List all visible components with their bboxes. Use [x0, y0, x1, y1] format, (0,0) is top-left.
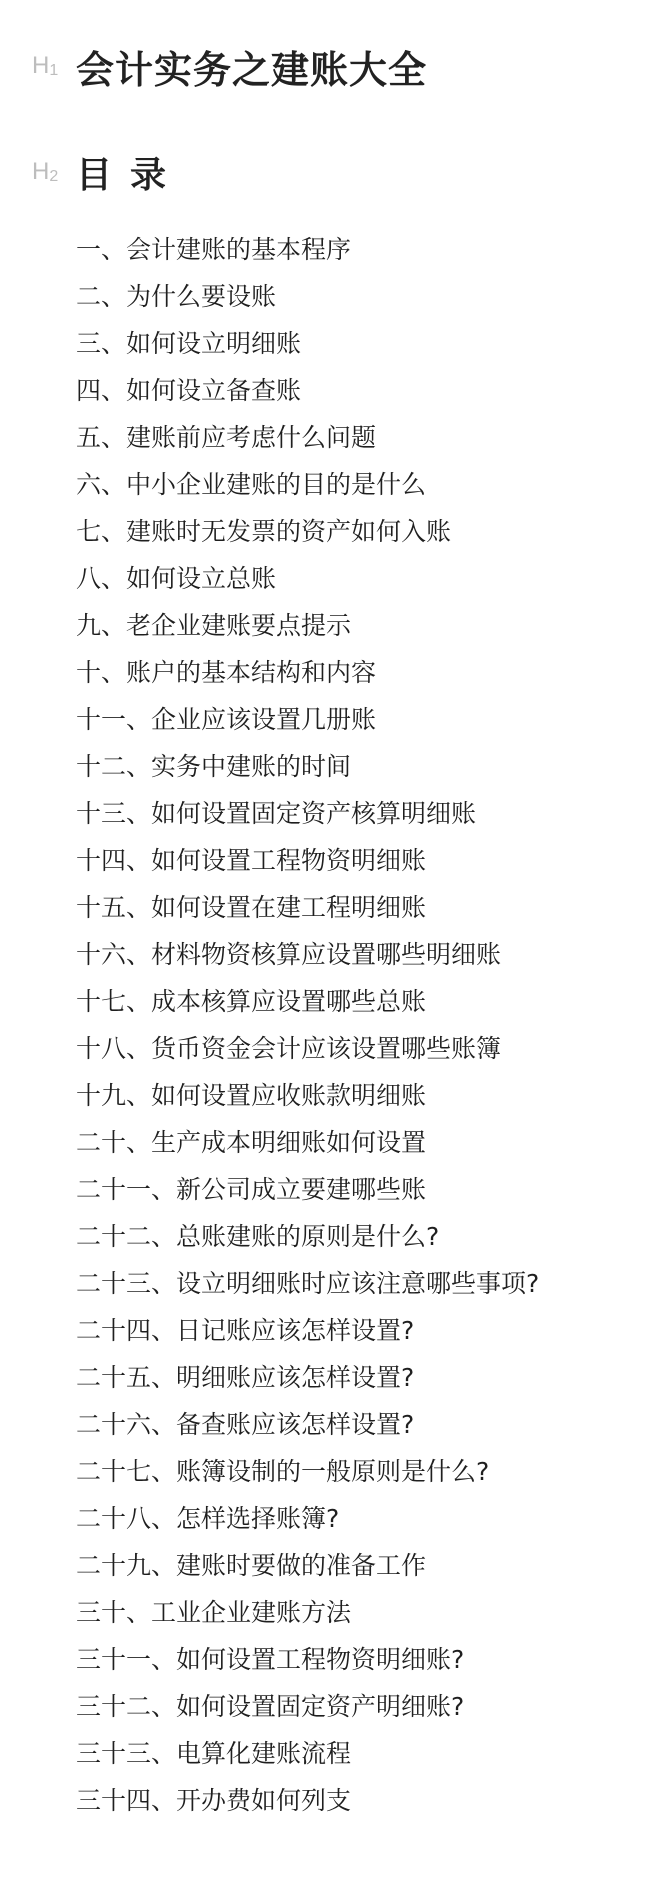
toc-item: 二十二、总账建账的原则是什么? [76, 1222, 440, 1251]
toc-item: 六、中小企业建账的目的是什么 [76, 470, 427, 499]
toc-item: 四、如何设立备查账 [76, 376, 302, 405]
toc-item: 三十四、开办费如何列支 [76, 1786, 352, 1815]
toc-item: 二十九、建账时要做的准备工作 [76, 1551, 427, 1580]
toc-item: 八、如何设立总账 [76, 564, 277, 593]
marker-letter: H [32, 158, 50, 185]
toc-item: 十五、如何设置在建工程明细账 [76, 893, 427, 922]
toc-item: 十八、货币资金会计应该设置哪些账簿 [76, 1034, 502, 1063]
toc-item: 二、为什么要设账 [76, 282, 277, 311]
toc-item: 十九、如何设置应收账款明细账 [76, 1081, 427, 1110]
toc-item: 二十三、设立明细账时应该注意哪些事项? [76, 1269, 540, 1298]
toc-item: 二十一、新公司成立要建哪些账 [76, 1175, 427, 1204]
toc-item: 十二、实务中建账的时间 [76, 752, 352, 781]
toc-item: 二十四、日记账应该怎样设置? [76, 1316, 415, 1345]
toc-item: 二十八、怎样选择账簿? [76, 1504, 340, 1533]
marker-number: 1 [49, 62, 59, 79]
toc-item: 十四、如何设置工程物资明细账 [76, 846, 427, 875]
heading-level-marker-h2 [0, 158, 76, 186]
toc-item: 十、账户的基本结构和内容 [76, 658, 377, 687]
toc-item: 三、如何设立明细账 [76, 329, 302, 358]
toc-item: 三十、工业企业建账方法 [76, 1598, 352, 1627]
toc-item: 二十七、账簿设制的一般原则是什么? [76, 1457, 490, 1486]
marker-letter: H [32, 52, 50, 79]
toc-item: 十三、如何设置固定资产核算明细账 [76, 799, 477, 828]
table-of-contents [76, 226, 596, 1824]
toc-item: 一、会计建账的基本程序 [76, 235, 352, 264]
marker-number: 2 [49, 168, 59, 185]
toc-item: 九、老企业建账要点提示 [76, 611, 352, 640]
toc-item: 三十一、如何设置工程物资明细账? [76, 1645, 465, 1674]
toc-item: 十一、企业应该设置几册账 [76, 705, 377, 734]
heading-level-marker-h1 [0, 52, 76, 80]
page-title: 会计实务之建账大全 [76, 47, 428, 92]
toc-item: 三十三、电算化建账流程 [76, 1739, 352, 1768]
toc-item: 二十五、明细账应该怎样设置? [76, 1363, 415, 1392]
toc-item: 十七、成本核算应设置哪些总账 [76, 987, 427, 1016]
toc-item: 二十六、备查账应该怎样设置? [76, 1410, 415, 1439]
toc-item: 三十二、如何设置固定资产明细账? [76, 1692, 465, 1721]
toc-item: 十六、材料物资核算应设置哪些明细账 [76, 940, 502, 969]
toc-item: 五、建账前应考虑什么问题 [76, 423, 377, 452]
toc-item: 二十、生产成本明细账如何设置 [76, 1128, 427, 1157]
h2-heading [0, 144, 660, 200]
h1-heading [0, 36, 660, 96]
toc-heading: 目录 [76, 154, 185, 196]
toc-item: 七、建账时无发票的资产如何入账 [76, 517, 452, 546]
